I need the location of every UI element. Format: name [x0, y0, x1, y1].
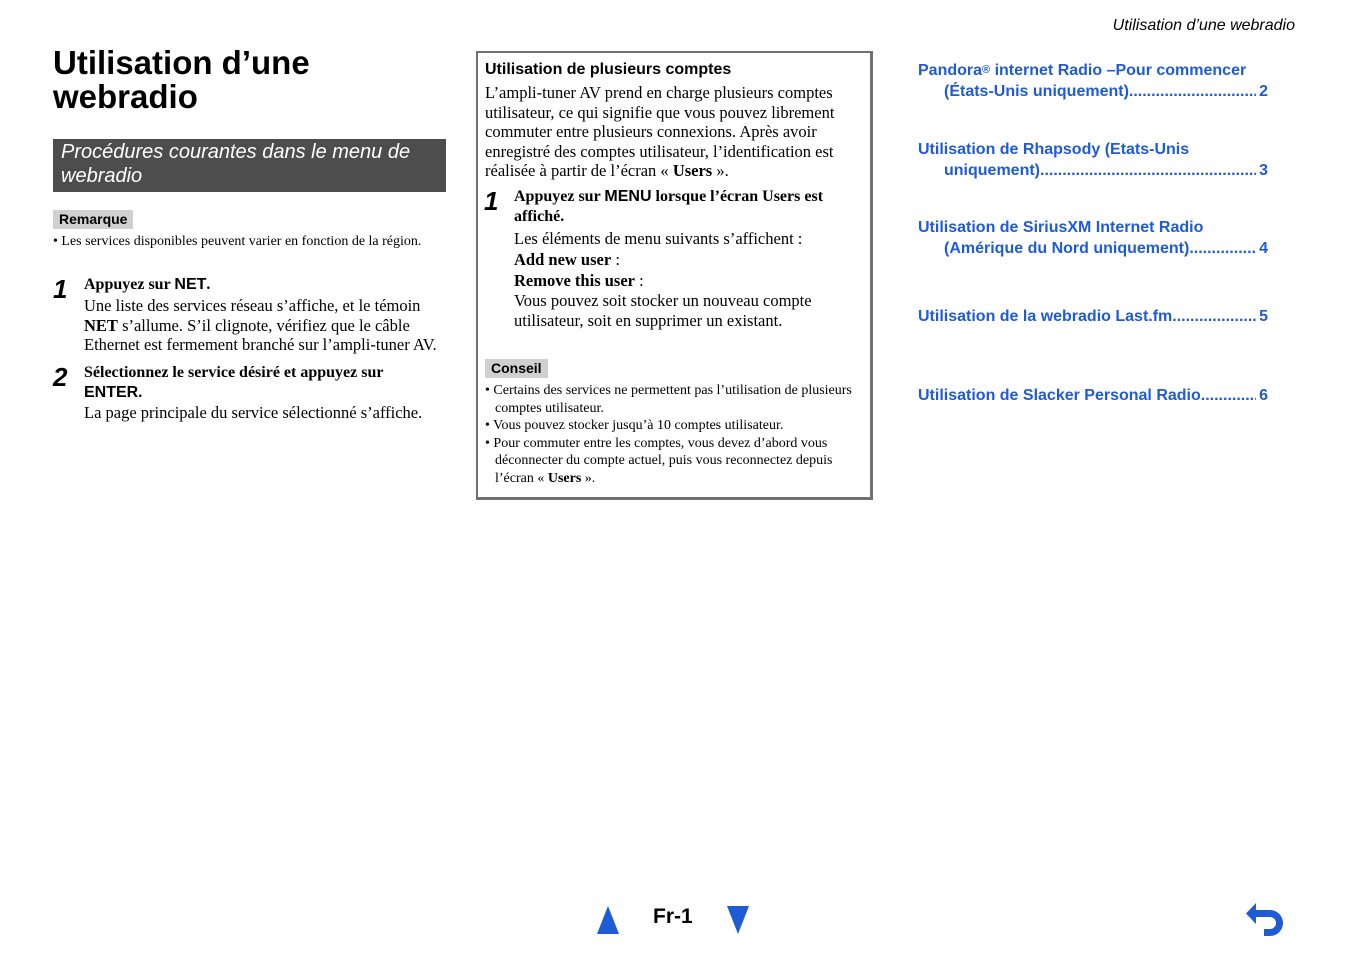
toc-link-slacker[interactable]: Utilisation de Slacker Personal Radio ..... 6: [918, 385, 1268, 406]
multi-account-description: L’ampli-tuner AV prend en charge plusieurs comptes utilisateur, ce qui signifie que vous pouvez librement commuter entre plusieurs connexions. Après avoir enregistré des comptes utilisateur, l’identification est réalisée à partir de l’écran « Users ».: [485, 83, 835, 180]
multi-account-step-description: [514, 228, 854, 331]
return-arrow-icon[interactable]: [1244, 896, 1292, 938]
step-1-title: Appuyez sur NET.: [84, 276, 211, 293]
step-number-2: 2: [53, 362, 68, 392]
page-number: Fr-1: [653, 905, 693, 928]
remark-text: • Les services disponibles peuvent varier en fonction de la région.: [53, 234, 422, 249]
toc-page-number: 5: [1259, 308, 1268, 325]
header-section-title: Utilisation d’une webradio: [1112, 17, 1295, 34]
section-heading: Procédures courantes dans le menu de webradio: [53, 139, 446, 192]
tip-item: • Pour commuter entre les comptes, vous devez d’abord vous déconnecter du compte actuel, puis vous reconnectez depuis l’écran « Users ».: [485, 435, 833, 486]
tip-item: • Certains des services ne permettent pas l’utilisation de plusieurs comptes utilisateur.: [485, 383, 852, 416]
step-number-1: 1: [53, 274, 68, 304]
multi-account-step-title: Appuyez sur MENU lorsque l’écran Users est affiché.: [514, 188, 824, 225]
remark-label: Remarque: [53, 210, 133, 229]
step-2-description: La page principale du service sélectionné s’affiche.: [84, 403, 423, 422]
toc-page-number: 2: [1259, 83, 1268, 100]
multi-account-title: Utilisation de plusieurs comptes: [485, 61, 732, 78]
toc-page-number: 4: [1259, 240, 1268, 257]
page-title: Utilisation d’une webradio: [53, 44, 310, 115]
toc-link-siriusxm[interactable]: Utilisation de SiriusXM Internet Radio (Amérique du Nord uniquement) ..... 4: [918, 217, 1268, 259]
menu-item-remove-user: Remove this user :: [514, 271, 644, 290]
toc-link-pandora[interactable]: Pandora® internet Radio –Pour commencer (États-Unis uniquement) ..... 2: [918, 60, 1268, 102]
menu-items-intro: Les éléments de menu suivants s’affichent :: [514, 229, 803, 248]
step-2-title: Sélectionnez le service désiré et appuyez sur ENTER.: [84, 364, 384, 401]
tip-item: • Vous pouvez stocker jusqu’à 10 comptes utilisateur.: [485, 418, 784, 433]
triangle-up-icon[interactable]: [597, 906, 619, 934]
toc-link-rhapsody[interactable]: Utilisation de Rhapsody (Etats-Unis uniquement) ..... 3: [918, 139, 1268, 181]
tip-list: [485, 382, 860, 487]
triangle-down-icon[interactable]: [727, 906, 749, 934]
menu-item-add-new-user: Add new user :: [514, 250, 620, 269]
toc-link-lastfm[interactable]: Utilisation de la webradio Last.fm ..... 5: [918, 306, 1268, 327]
toc-page-number: 6: [1259, 387, 1268, 404]
step-1-description: Une liste des services réseau s’affiche, et le témoin NET s’allume. S’il clignote, vérifiez que le câble Ethernet est fermement branché sur l’ampli-tuner AV.: [84, 296, 437, 354]
menu-items-outro: Vous pouvez soit stocker un nouveau compte utilisateur, soit en supprimer un existant.: [514, 291, 812, 330]
multi-account-step-number: 1: [484, 186, 499, 216]
toc-page-number: 3: [1259, 162, 1268, 179]
tip-label: Conseil: [485, 359, 548, 378]
